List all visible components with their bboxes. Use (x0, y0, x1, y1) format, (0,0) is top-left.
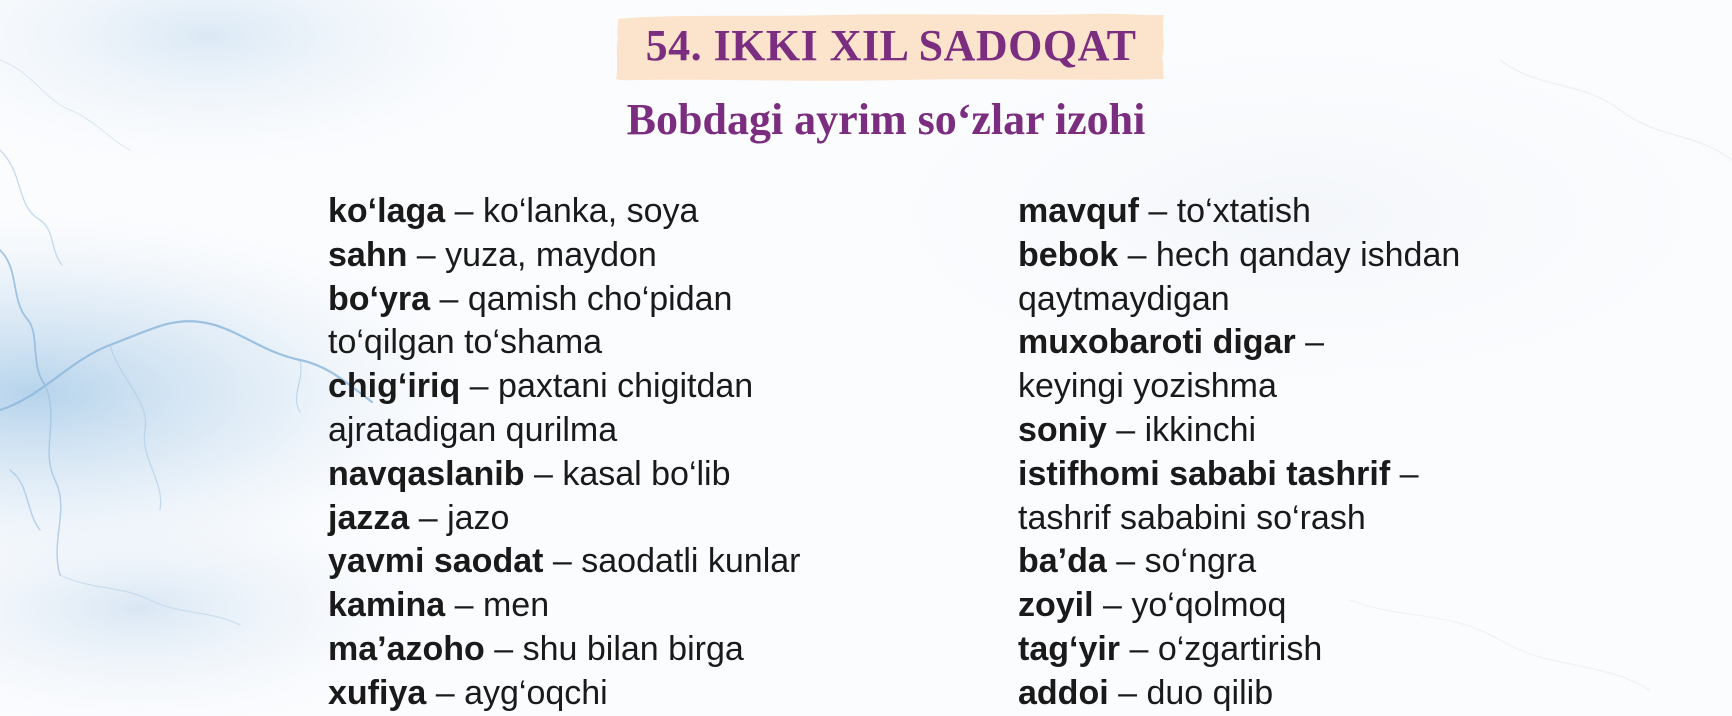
glossary-entry (1018, 584, 1578, 628)
glossary-term: tag‘yir (1018, 629, 1121, 668)
glossary-entry (328, 672, 888, 716)
glossary-definition: – saodatli kunlar (543, 542, 801, 581)
glossary-definition: – yuza, maydon (407, 235, 657, 274)
glossary-heading: Bobdagi ayrim so‘zlar izohi (626, 95, 1146, 144)
glossary-term: kamina (328, 586, 446, 625)
glossary-term: bebok (1018, 235, 1119, 274)
glossary-term: jazza (328, 498, 410, 537)
glossary-term: muxobaroti digar (1018, 323, 1296, 362)
glossary-definition: – so‘ngra (1106, 542, 1257, 581)
glossary-definition: – ko‘lanka, soya (445, 192, 699, 230)
glossary-term: bo‘yra (328, 279, 431, 318)
glossary-entry (328, 234, 888, 278)
glossary-definition-continued: keyingi yozishma (1018, 367, 1277, 406)
glossary-definition: – (1295, 323, 1325, 362)
glossary-definition: – men (445, 586, 550, 625)
glossary-term: addoi (1018, 673, 1109, 712)
glossary-entry (328, 190, 888, 234)
glossary-definition: – shu bilan birga (484, 629, 744, 668)
chapter-title: 54. IKKI XIL SADOQAT (645, 21, 1137, 70)
glossary-definition: – paxtani chigitdan (460, 367, 754, 406)
glossary-definition-continued: qaytmaydigan (1018, 279, 1230, 318)
glossary-definition: – hech qanday ishdan (1118, 235, 1461, 274)
glossary-entry (1018, 628, 1578, 672)
glossary-definition-continued: to‘qilgan to‘shama (328, 323, 603, 362)
glossary-entry (328, 540, 888, 584)
glossary-definition: – ikkinchi (1106, 410, 1257, 449)
glossary-definition-continued: ajratadigan qurilma (328, 410, 618, 449)
glossary-entry (1018, 540, 1578, 584)
glossary-term: soniy (1018, 410, 1107, 449)
glossary-definition: – duo qilib (1108, 673, 1274, 712)
glossary-definition: – yo‘qolmoq (1093, 586, 1287, 625)
glossary-entry (1018, 234, 1578, 322)
glossary-term: zoyil (1018, 586, 1094, 625)
glossary-definition: – (1390, 454, 1419, 493)
glossary-term: xufiya (328, 673, 427, 712)
glossary-entry (1018, 453, 1578, 541)
glossary-definition: – jazo (409, 498, 510, 537)
glossary-definition: – ayg‘oqchi (426, 673, 608, 712)
glossary-term: ko‘laga (328, 192, 446, 230)
glossary-entry (1018, 672, 1578, 716)
glossary-term: ba’da (1018, 542, 1107, 581)
glossary-term: mavquf (1018, 192, 1139, 230)
glossary-definition-continued: tashrif sababini so‘rash (1018, 498, 1366, 537)
glossary-column-right (1018, 190, 1578, 716)
glossary-entry (1018, 409, 1578, 453)
glossary-term: yavmi saodat (328, 542, 544, 581)
glossary-entry (328, 584, 888, 628)
glossary-column-left (328, 190, 888, 716)
glossary-definition: – to‘xtatish (1138, 192, 1311, 230)
glossary-term: sahn (328, 235, 408, 274)
glossary-definition: – o‘zgartirish (1120, 629, 1323, 668)
glossary-entry (328, 365, 888, 453)
glossary-definition: – qamish cho‘pidan (430, 279, 733, 318)
glossary-entry (328, 453, 888, 497)
glossary-entry (1018, 190, 1578, 234)
title-banner (612, 10, 1170, 82)
glossary-entry (328, 278, 888, 366)
glossary-term: navqaslanib (328, 454, 525, 493)
glossary-entry (328, 497, 888, 541)
glossary-term: ma’azoho (328, 629, 485, 668)
glossary-entry (328, 628, 888, 672)
glossary-term: chig‘iriq (328, 367, 461, 406)
glossary-definition: – kasal bo‘lib (524, 454, 731, 493)
glossary-entry (1018, 321, 1578, 409)
glossary-term: istifhomi sababi tashrif (1018, 454, 1391, 493)
